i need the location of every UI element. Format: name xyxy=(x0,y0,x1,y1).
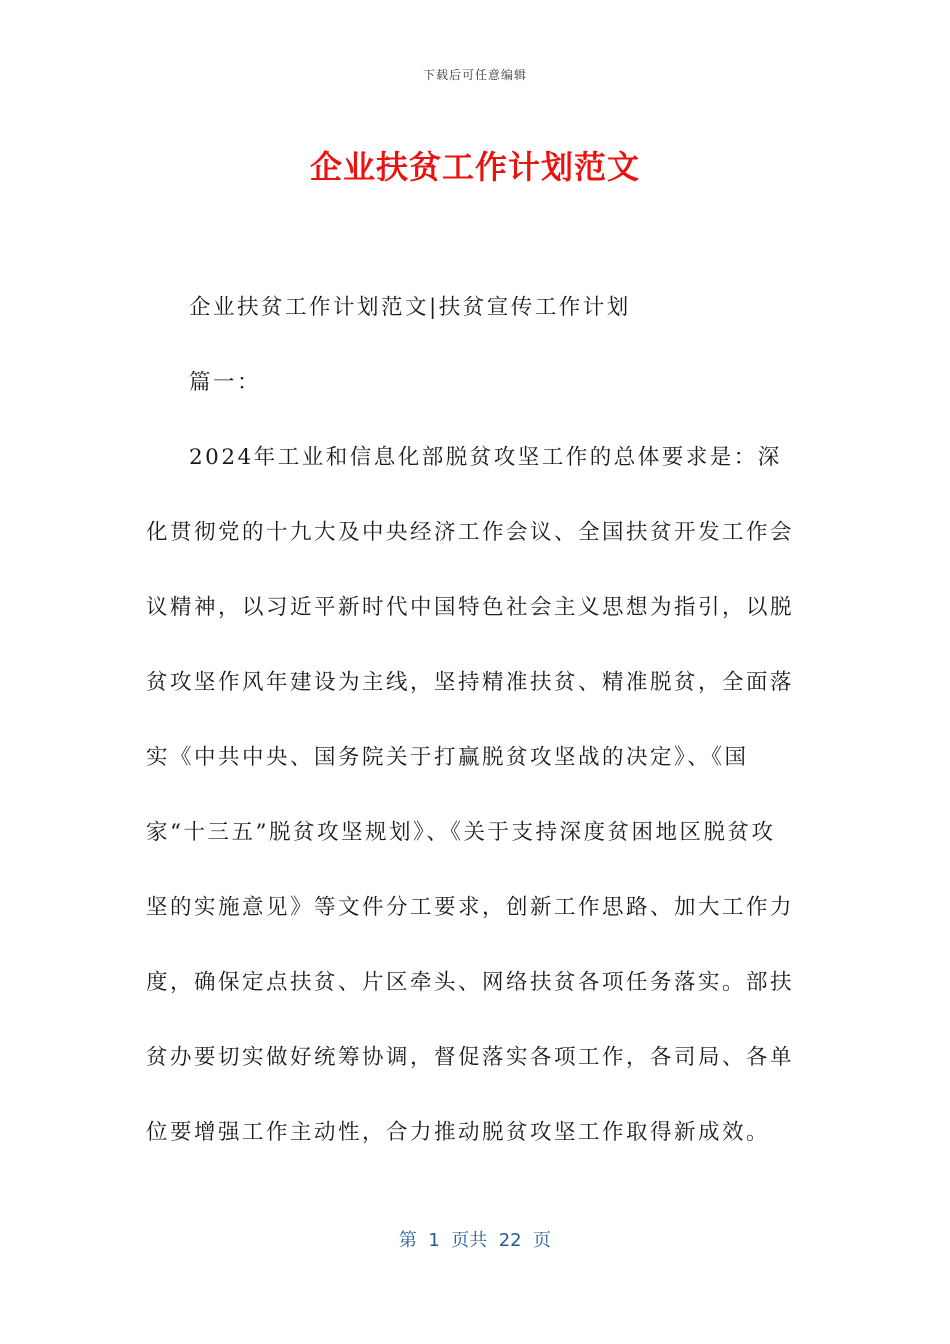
section-label: 篇一： xyxy=(189,370,262,395)
header-note: 下载后可任意编辑 xyxy=(422,68,527,82)
document-body xyxy=(146,270,796,1170)
subtitle-line: 企业扶贫工作计划范文|扶贫宣传工作计划 xyxy=(189,295,631,320)
page-number-footer: 第 1 页共 22 页 xyxy=(398,1230,552,1251)
document-title: 企业扶贫工作计划范文 xyxy=(309,148,640,186)
paragraph-1: 2024年工业和信息化部脱贫攻坚工作的总体要求是：深化贯彻党的十九大及中央经济工作会议、全国扶贫开发工作会议精神，以习近平新时代中国特色社会主义思想为指引，以脱贫攻坚作风年建设为主线，坚持精准扶贫、精准脱贫，全面落实《中共中央、国务院关于打赢脱贫攻坚战的决定》、《国家“十三五”脱贫攻坚规划》、《关于支持深度贫困地区脱贫攻坚的实施意见》等文件分工要求，创新工作思路、加大工作力度，确保定点扶贫、片区牵头、网络扶贫各项任务落实。部扶贫办要切实做好统筹协调，督促落实各项工作，各司局、各单位要增强工作主动性，合力推动脱贫攻坚工作取得新成效。 xyxy=(146,445,795,1145)
